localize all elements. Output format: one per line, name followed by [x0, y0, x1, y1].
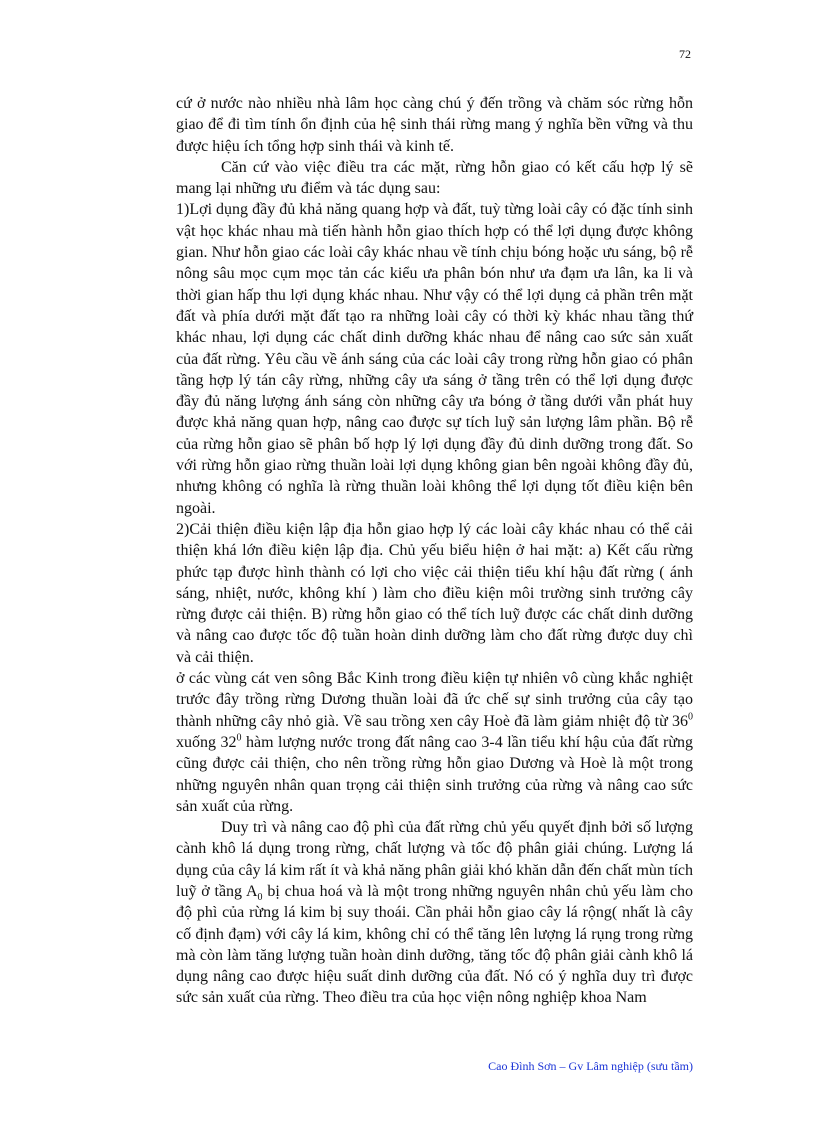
body-text: [176, 93, 693, 1009]
paragraph-2: Căn cứ vào việc điều tra các mặt, rừng hỗn giao có kết cấu hợp lý sẽ mang lại những ưu điểm và tác dụng sau:: [176, 158, 693, 198]
footer-credit: Cao Đình Sơn – Gv Lâm nghiệp (sưu tầm): [488, 1059, 693, 1073]
paragraph-3: 1)Lợi dụng đầy đủ khả năng quang hợp và đất, tuỳ từng loài cây có đặc tính sinh vật học khác nhau mà tiến hành hỗn giao thích hợp có thể lợi dụng được không gian. Như hỗn giao các loài cây khác nhau về tính chịu bóng hoặc ưu sáng, bộ rễ nông sâu mọc cụm mọc tản các kiểu ưa phân bón như ưa đạm ưa lân, ka li và thời gian hấp thu lợi dụng khác nhau. Như vậy có thể lợi dụng cả phần trên mặt đất và phía dưới mặt đất tạo ra những loài cây có thời kỳ khác nhau tầng thứ khác nhau, lợi dụng các chất dinh dưỡng khác nhau để nâng cao sức sản xuất của đất rừng. Yêu cầu về ánh sáng của các loài cây trong rừng hỗn giao có phân tầng hợp lý tán cây rừng, những cây ưa sáng ở tầng trên có thể lợi dụng được đầy đủ năng lượng ánh sáng còn những cây ưa bóng ở tầng dưới vẫn phát huy được khả năng quan hợp, nâng cao được sự tích luỹ sản lượng lâm phần. Bộ rễ của rừng hỗn giao sẽ phân bố hợp lý lợi dụng đầy đủ dinh dưỡng trong đất. So với rừng hỗn giao rừng thuần loài lợi dụng không gian bên ngoài không đầy đủ, nhưng không có nghĩa là rừng thuần loài không thể lợi dụng tốt điều kiện bên ngoài.: [176, 201, 693, 517]
paragraph-6-part-2: bị chua hoá và là một trong những nguyên nhân chủ yếu làm cho độ phì của rừng lá kim bị suy thoái. Cần phải hỗn giao cây lá rộng( nhất là cây cố định đạm) với cây lá kim, không chỉ có thể tăng lên lượng lá rụng trong rừng mà còn làm tăng lượng tuần hoàn dinh dưỡng, tăng tốc độ phân giải cành khô lá dụng nâng cao được hiệu suất dinh dưỡng của đất. Nó có ý nghĩa duy trì được sức sản xuất của rừng. Theo điều tra của học viện nông nghiệp khoa Nam: [176, 882, 694, 1007]
paragraph-1: cứ ở nước nào nhiều nhà lâm học càng chú ý đến trồng và chăm sóc rừng hỗn giao để đi tìm tính ổn định của hệ sinh thái rừng mang ý nghĩa bền vững và thu được hiệu ích tổng hợp sinh thái và kinh tế.: [176, 95, 693, 155]
paragraph-6-part-1: Duy trì và nâng cao độ phì của đất rừng chủ yếu quyết định bởi số lượng cành khô lá dụng trong rừng, chất lượng và tốc độ phân giải chúng. Lượng lá dụng của cây lá kim rất ít và khả năng phân giải khó khăn dẫn đến chất mùn tích luỹ ở tầng A: [176, 819, 693, 900]
paragraph-5-part-3: hàm lượng nước trong đất nâng cao 3-4 lần tiểu khí hậu của đất rừng cũng được cải thiện, cho nên trồng rừng hỗn giao Dương và Hoè là một trong những nguyên nhân quan trọng cải thiện sinh trưởng của rừng và nâng cao sức sản xuất của rừng.: [176, 733, 694, 815]
paragraph-4: 2)Cải thiện điều kiện lập địa hỗn giao hợp lý các loài cây khác nhau có thể cải thiện khá lớn điều kiện lập địa. Chủ yếu biểu hiện ở hai mặt: a) Kết cấu rừng phức tạp được hình thành có lợi cho việc cải thiện tiểu khí hậu đất rừng ( ánh sáng, nhiệt, nước, không khí ) làm cho điều kiện môi trường sinh trưởng cây rừng được cải thiện. B) rừng hỗn giao có thể tích luỹ được các chất dinh dưỡng và nâng cao được tốc độ tuần hoàn dinh dưỡng làm cho đất rừng được duy chì và cải thiện.: [176, 520, 693, 666]
page-number: 72: [679, 47, 691, 61]
degree-superscript-2: 0: [236, 732, 242, 744]
paragraph-5-part-2: xuống 32: [176, 733, 237, 751]
degree-superscript-1: 0: [688, 711, 693, 723]
paragraph-5-part-1: ở các vùng cát ven sông Bắc Kinh trong điều kiện tự nhiên vô cùng khắc nghiệt trước đây trồng rừng Dương thuần loài đã ức chế sự sinh trưởng của cây tạo thành những cây nhỏ già. Về sau trồng xen cây Hoè đã làm giảm nhiệt độ từ 36: [176, 670, 693, 730]
paragraph-6: [176, 817, 693, 1009]
horizon-subscript: 0: [257, 892, 263, 904]
paragraph-5: [176, 668, 693, 817]
